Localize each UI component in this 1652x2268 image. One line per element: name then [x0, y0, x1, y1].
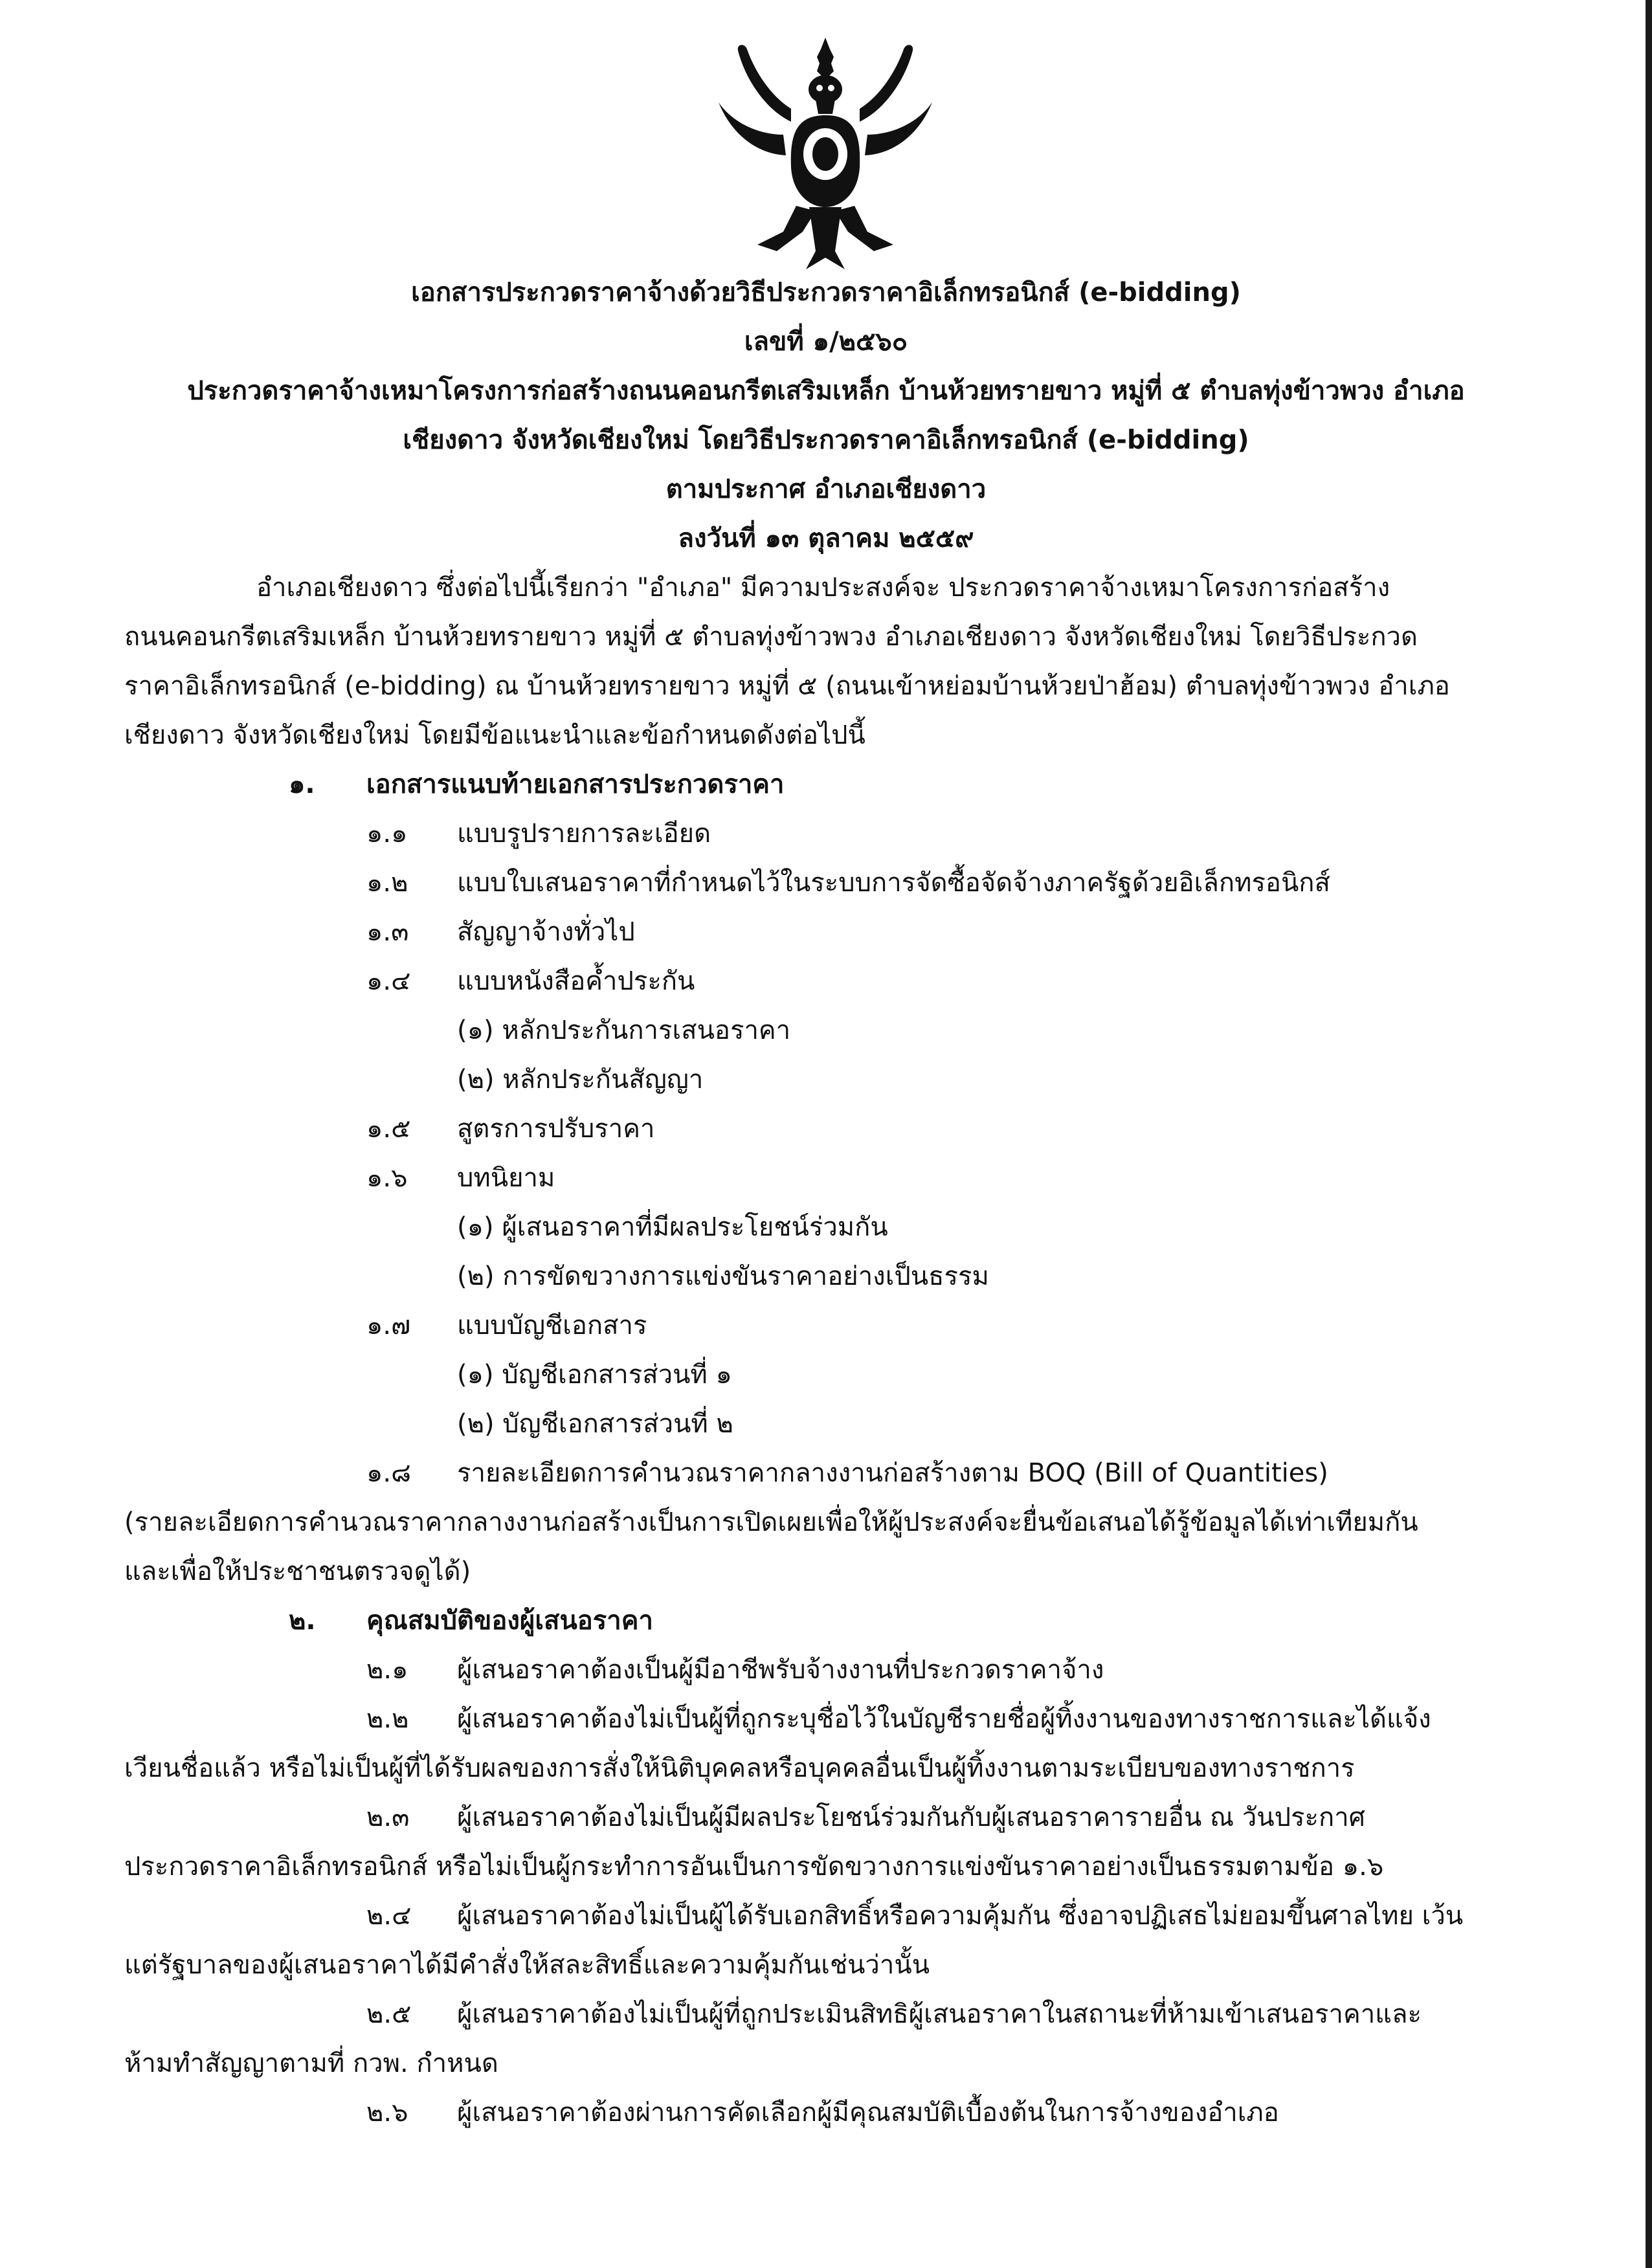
- item-number: ๑.๑: [366, 819, 408, 849]
- announcement-date: ลงวันที่ ๑๓ ตุลาคม ๒๕๕๙: [678, 524, 974, 553]
- item-number: ๒.๒: [366, 1704, 409, 1734]
- document-title: เอกสารประกวดราคาจ้างด้วยวิธีประกวดราคาอิเล็กทรอนิกส์ (e-bidding): [411, 278, 1241, 307]
- announcement-line: ตามประกาศ อำเภอเชียงดาว: [665, 474, 987, 504]
- item-continuation: แต่รัฐบาลของผู้เสนอราคาได้มีคำสั่งให้สละสิทธิ์และความคุ้มกันเช่นว่านั้น: [124, 1950, 930, 1980]
- section-number: ๒.: [289, 1606, 316, 1636]
- intro-line: อำเภอเชียงดาว ซึ่งต่อไปนี้เรียกว่า "อำเภอ" มีความประสงค์จะ ประกวดราคาจ้างเหมาโครงการก่อสร้าง: [256, 573, 1390, 603]
- sub-item-text: (๒) การขัดขวางการแข่งขันราคาอย่างเป็นธรรม: [457, 1262, 989, 1291]
- item-text: ผู้เสนอราคาต้องผ่านการคัดเลือกผู้มีคุณสมบัติเบื้องต้นในการจ้างของอำเภอ: [457, 2098, 1279, 2128]
- item-text: ผู้เสนอราคาต้องไม่เป็นผู้ที่ถูกประเมินสิทธิผู้เสนอราคาในสถานะที่ห้ามเข้าเสนอราคาและ: [457, 1999, 1422, 2029]
- item-text: ผู้เสนอราคาต้องเป็นผู้มีอาชีพรับจ้างงานที่ประกวดราคาจ้าง: [457, 1655, 1104, 1685]
- item-text: ผู้เสนอราคาต้องไม่เป็นผู้ที่ถูกระบุชื่อไว้ในบัญชีรายชื่อผู้ทิ้งงานของทางราชการและได้แจ้ง: [457, 1704, 1431, 1734]
- sub-item-text: (๒) บัญชีเอกสารส่วนที่ ๒: [457, 1409, 733, 1439]
- item-text: แบบหนังสือค้ำประกัน: [457, 966, 695, 996]
- item-continuation: เวียนชื่อแล้ว หรือไม่เป็นผู้ที่ได้รับผลของการสั่งให้นิติบุคคลหรือบุคคลอื่นเป็นผู้ทิ้งงานตามระเบียบของทางราชการ: [124, 1753, 1355, 1783]
- item-text: แบบบัญชีเอกสาร: [457, 1311, 647, 1340]
- document-number: เลขที่ ๑/๒๕๖๐: [744, 327, 908, 357]
- item-text: สูตรการปรับราคา: [457, 1114, 655, 1144]
- intro-line: เชียงดาว จังหวัดเชียงใหม่ โดยมีข้อแนะนำและข้อกำหนดดังต่อไปนี้: [124, 720, 865, 750]
- item-number: ๒.๖: [366, 2098, 408, 2128]
- item-number: ๑.๒: [366, 868, 408, 898]
- sub-item-text: (๑) ผู้เสนอราคาที่มีผลประโยชน์ร่วมกัน: [457, 1212, 888, 1242]
- item-number: ๒.๔: [366, 1901, 412, 1931]
- sub-item-text: (๒) หลักประกันสัญญา: [457, 1065, 704, 1095]
- item-number: ๒.๑: [366, 1655, 408, 1685]
- sub-item-text: (๑) บัญชีเอกสารส่วนที่ ๑: [457, 1360, 732, 1390]
- item-number: ๑.๗: [366, 1311, 411, 1340]
- item-continuation: ห้ามทำสัญญาตามที่ กวพ. กำหนด: [124, 2049, 498, 2078]
- item-continuation: ประกวดราคาอิเล็กทรอนิกส์ หรือไม่เป็นผู้กระทำการอันเป็นการขัดขวางการแข่งขันราคาอย่างเป็นธรรมตามข้อ ๑.๖: [124, 1852, 1384, 1882]
- subject-line-2: เชียงดาว จังหวัดเชียงใหม่ โดยวิธีประกวดราคาอิเล็กทรอนิกส์ (e-bidding): [403, 425, 1249, 455]
- item-text: ผู้เสนอราคาต้องไม่เป็นผู้มีผลประโยชน์ร่วมกันกับผู้เสนอราคารายอื่น ณ วันประกาศ: [457, 1803, 1366, 1832]
- section-heading: เอกสารแนบท้ายเอกสารประกวดราคา: [366, 770, 785, 799]
- item-text: สัญญาจ้างทั่วไป: [457, 917, 635, 947]
- item-number: ๑.๖: [366, 1163, 408, 1193]
- item-text: แบบใบเสนอราคาที่กำหนดไว้ในระบบการจัดซื้อจัดจ้างภาครัฐด้วยอิเล็กทรอนิกส์: [457, 868, 1330, 898]
- item-number: ๒.๕: [366, 1999, 412, 2029]
- item-number: ๑.๓: [366, 917, 409, 947]
- subject-line-1: ประกวดราคาจ้างเหมาโครงการก่อสร้างถนนคอนกรีตเสริมเหล็ก บ้านห้วยทรายขาว หมู่ที่ ๕ ตำบลทุ่งข้าวพวง อำเภอ: [187, 376, 1465, 406]
- item-number: ๑.๔: [366, 966, 411, 996]
- garuda-emblem: [719, 38, 932, 271]
- sub-item-text: (๑) หลักประกันการเสนอราคา: [457, 1016, 791, 1045]
- item-text: แบบรูปรายการละเอียด: [457, 819, 711, 849]
- note-line: (รายละเอียดการคำนวณราคากลางงานก่อสร้างเป็นการเปิดเผยเพื่อให้ผู้ประสงค์จะยื่นข้อเสนอได้รู้ข้อมูลได้เท่าเทียมกัน: [124, 1507, 1418, 1537]
- item-text: รายละเอียดการคำนวณราคากลางงานก่อสร้างตาม BOQ (Bill of Quantities): [457, 1458, 1328, 1488]
- item-number: ๒.๓: [366, 1803, 410, 1832]
- section-number: ๑.: [289, 770, 315, 799]
- intro-line: ราคาอิเล็กทรอนิกส์ (e-bidding) ณ บ้านห้วยทรายขาว หมู่ที่ ๕ (ถนนเข้าหย่อมบ้านห้วยป่าฮ้อม) ตำบลทุ่งข้าวพวง อำเภอ: [124, 671, 1450, 701]
- note-line: และเพื่อให้ประชาชนตรวจดูได้): [124, 1557, 471, 1586]
- item-number: ๑.๕: [366, 1114, 411, 1144]
- item-number: ๑.๘: [366, 1458, 411, 1488]
- item-text: บทนิยาม: [457, 1163, 555, 1193]
- intro-line: ถนนคอนกรีตเสริมเหล็ก บ้านห้วยทรายขาว หมู่ที่ ๕ ตำบลทุ่งข้าวพวง อำเภอเชียงดาว จังหวัดเชียงใหม่ โดยวิธีประกวด: [124, 622, 1418, 652]
- section-heading: คุณสมบัติของผู้เสนอราคา: [366, 1606, 653, 1636]
- item-text: ผู้เสนอราคาต้องไม่เป็นผู้ได้รับเอกสิทธิ์หรือความคุ้มกัน ซึ่งอาจปฏิเสธไม่ยอมขึ้นศาลไทย เว้น: [457, 1901, 1464, 1931]
